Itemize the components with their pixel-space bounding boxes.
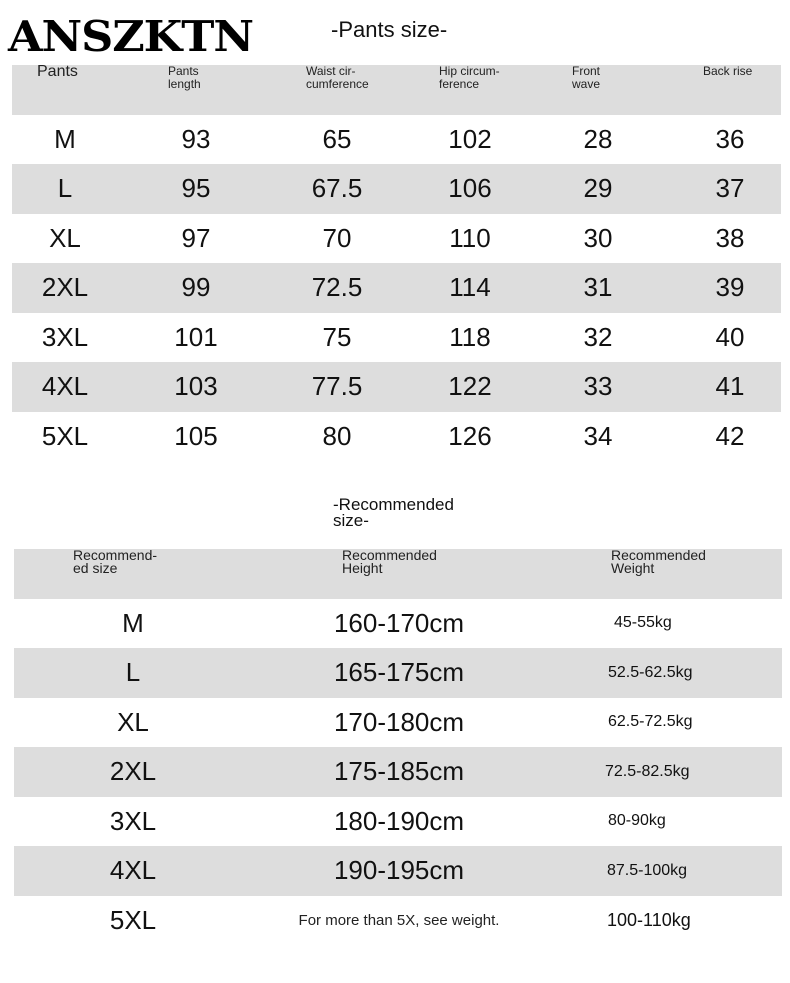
pants-header-text: wave bbox=[572, 77, 601, 91]
table-row bbox=[14, 896, 782, 946]
height-range: 175-185cm bbox=[333, 756, 465, 787]
measurement-cell: 36 bbox=[715, 123, 745, 154]
table-row bbox=[12, 164, 781, 214]
height-range: 190-195cm bbox=[333, 855, 465, 886]
pants-header-text: Back rise bbox=[703, 64, 753, 78]
weight-range: 72.5-82.5kg bbox=[605, 762, 690, 780]
measurement-cell: 37 bbox=[715, 173, 745, 204]
table-row bbox=[12, 214, 781, 264]
measurement-cell: 70 bbox=[322, 222, 352, 253]
recommended-header-cell bbox=[73, 549, 213, 599]
measurement-cell: 126 bbox=[448, 420, 492, 451]
measurement-cell: 32 bbox=[583, 321, 613, 352]
weight-range: 45-55kg bbox=[614, 614, 672, 632]
measurement-cell: 93 bbox=[181, 123, 211, 154]
height-range: 180-190cm bbox=[333, 805, 465, 836]
measurement-cell: 99 bbox=[181, 272, 211, 303]
pants-header-cell bbox=[306, 65, 416, 115]
pants-header-row bbox=[12, 65, 781, 115]
measurement-cell: 65 bbox=[322, 123, 352, 154]
height-note: For more than 5X, see weight. bbox=[298, 911, 500, 929]
measurement-cell: 105 bbox=[174, 420, 218, 451]
pants-header-cell bbox=[439, 65, 549, 115]
measurement-cell: 31 bbox=[583, 272, 613, 303]
size-label: XL bbox=[117, 706, 149, 737]
recommended-title-line-1: -Recommended bbox=[333, 495, 454, 514]
recommended-size-table bbox=[14, 549, 782, 945]
recommended-header-text: Weight bbox=[611, 560, 655, 576]
pants-header-cell bbox=[37, 65, 147, 115]
measurement-cell: 42 bbox=[715, 420, 745, 451]
table-row bbox=[12, 313, 781, 363]
recommended-header-cell bbox=[611, 549, 751, 599]
size-label: 5XL bbox=[41, 420, 89, 451]
measurement-cell: 77.5 bbox=[311, 371, 363, 402]
measurement-cell: 33 bbox=[583, 371, 613, 402]
weight-range: 100-110kg bbox=[607, 909, 691, 930]
pants-header-cell bbox=[572, 65, 682, 115]
recommended-header-text: ed size bbox=[73, 560, 118, 576]
pants-header-cell bbox=[703, 65, 790, 115]
size-label: 5XL bbox=[109, 904, 157, 935]
measurement-cell: 102 bbox=[448, 123, 492, 154]
recommended-header-text: Recommend- bbox=[73, 547, 158, 563]
measurement-cell: 114 bbox=[449, 272, 491, 303]
size-label: 2XL bbox=[41, 272, 89, 303]
measurement-cell: 95 bbox=[181, 173, 211, 204]
height-range: 170-180cm bbox=[333, 706, 465, 737]
recommended-header-text: Recommended bbox=[342, 547, 437, 563]
height-range: 160-170cm bbox=[333, 607, 465, 638]
pants-header-text: Waist cir- bbox=[306, 64, 356, 78]
height-range: 165-175cm bbox=[333, 657, 465, 688]
measurement-cell: 103 bbox=[174, 371, 218, 402]
pants-size-table bbox=[12, 65, 781, 461]
measurement-cell: 38 bbox=[715, 222, 745, 253]
measurement-cell: 122 bbox=[448, 371, 492, 402]
recommended-size-title bbox=[333, 497, 493, 529]
table-row bbox=[14, 747, 782, 797]
weight-range: 52.5-62.5kg bbox=[608, 663, 693, 681]
table-row bbox=[12, 412, 781, 462]
measurement-cell: 106 bbox=[448, 173, 492, 204]
recommended-header-cell bbox=[342, 549, 482, 599]
size-label: 4XL bbox=[41, 371, 89, 402]
table-row bbox=[14, 797, 782, 847]
size-label: 2XL bbox=[109, 756, 157, 787]
pants-header-text: Pants bbox=[168, 64, 199, 78]
measurement-cell: 29 bbox=[583, 173, 613, 204]
table-row bbox=[14, 599, 782, 649]
recommended-header-text: Recommended bbox=[611, 547, 706, 563]
table-row bbox=[12, 362, 781, 412]
size-label: M bbox=[54, 123, 76, 154]
pants-header-cell bbox=[168, 65, 278, 115]
measurement-cell: 34 bbox=[583, 420, 613, 451]
measurement-cell: 97 bbox=[181, 222, 211, 253]
measurement-cell: 41 bbox=[715, 371, 745, 402]
size-label: 3XL bbox=[41, 321, 89, 352]
recommended-header-row bbox=[14, 549, 782, 599]
size-label: XL bbox=[49, 222, 81, 253]
size-label: M bbox=[122, 607, 144, 638]
measurement-cell: 118 bbox=[449, 321, 491, 352]
measurement-cell: 101 bbox=[174, 321, 218, 352]
measurement-cell: 75 bbox=[322, 321, 352, 352]
measurement-cell: 39 bbox=[715, 272, 745, 303]
brand-name: ANSZKTN bbox=[8, 12, 253, 61]
pants-header-text: ference bbox=[439, 77, 480, 91]
recommended-header-text: Height bbox=[342, 560, 383, 576]
measurement-cell: 80 bbox=[322, 420, 352, 451]
table-row bbox=[14, 846, 782, 896]
weight-range: 80-90kg bbox=[608, 812, 666, 830]
pants-header-text: Hip circum- bbox=[439, 64, 500, 78]
weight-range: 62.5-72.5kg bbox=[608, 713, 693, 731]
size-label: 4XL bbox=[109, 855, 157, 886]
size-label: 3XL bbox=[109, 805, 157, 836]
measurement-cell: 40 bbox=[715, 321, 745, 352]
table-row bbox=[14, 698, 782, 748]
table-row bbox=[12, 263, 781, 313]
pants-header-text: Pants bbox=[37, 63, 78, 80]
pants-header-text: length bbox=[168, 77, 201, 91]
table-row bbox=[14, 648, 782, 698]
measurement-cell: 67.5 bbox=[311, 173, 363, 204]
pants-header-text: Front bbox=[572, 64, 601, 78]
weight-range: 87.5-100kg bbox=[607, 861, 688, 879]
pants-size-title: -Pants size- bbox=[331, 17, 448, 42]
table-row bbox=[12, 115, 781, 165]
measurement-cell: 30 bbox=[583, 222, 613, 253]
size-label: L bbox=[125, 657, 141, 688]
size-label: L bbox=[57, 173, 73, 204]
pants-header-text: cumference bbox=[306, 77, 369, 91]
recommended-title-line-2: size- bbox=[333, 511, 369, 530]
measurement-cell: 110 bbox=[449, 222, 491, 253]
measurement-cell: 72.5 bbox=[311, 272, 363, 303]
measurement-cell: 28 bbox=[583, 123, 613, 154]
